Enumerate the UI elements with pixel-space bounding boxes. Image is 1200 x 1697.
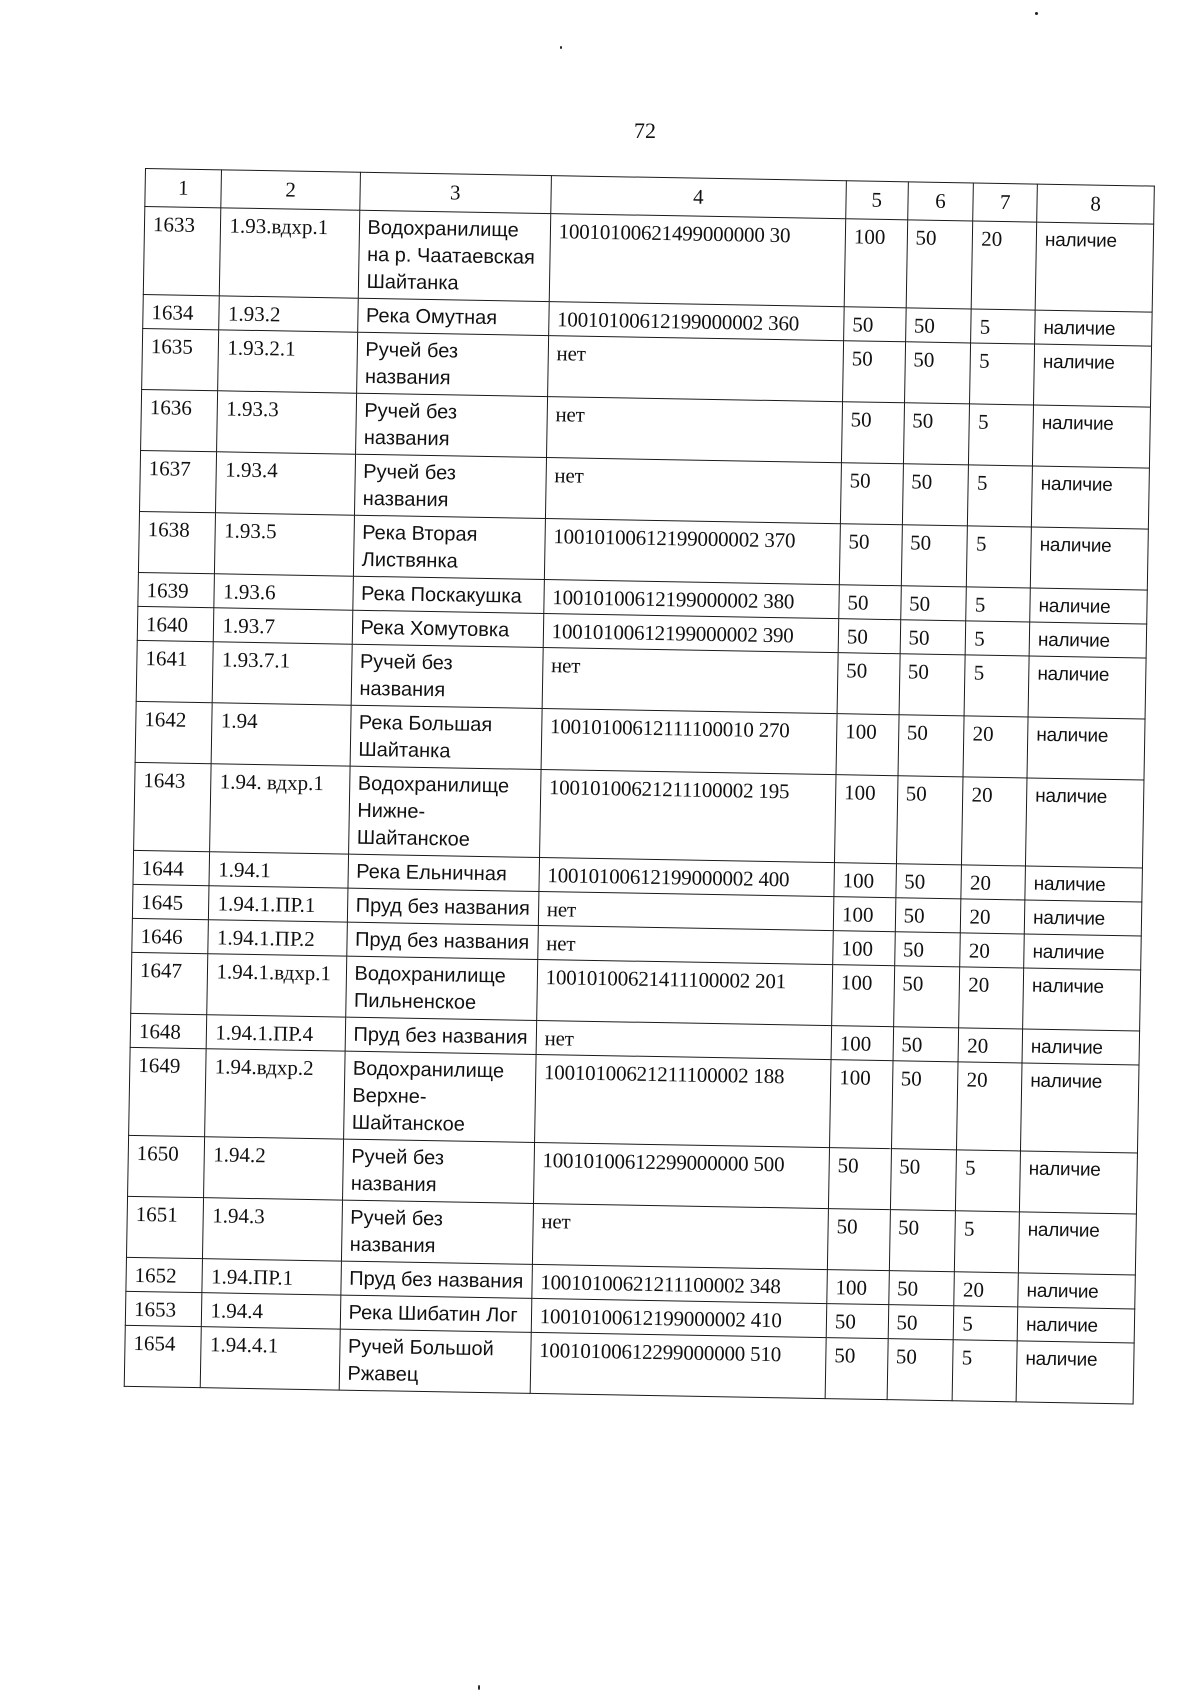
table-cell: 50 (828, 1148, 891, 1210)
table-cell: 50 (890, 1149, 957, 1211)
table-cell: 100 (833, 931, 895, 966)
table-cell: нет (538, 891, 834, 930)
table-cell: Пруд без названия (347, 888, 539, 925)
table-cell: 50 (844, 307, 906, 342)
table-cell: 50 (837, 653, 900, 715)
table-cell: 1.94.1.ПР.4 (207, 1015, 346, 1051)
table-cell: Ручей без названия (341, 1200, 533, 1264)
table-cell: 20 (963, 716, 1028, 778)
scan-speck (478, 1685, 480, 1690)
table-cell: 20 (954, 1272, 1018, 1307)
table-cell: 1644 (133, 850, 210, 885)
table-cell: 100 (827, 1270, 889, 1305)
table-cell: Река Омутная (357, 298, 549, 335)
header-cell: 6 (907, 182, 973, 221)
water-bodies-table (124, 168, 1155, 1404)
table-cell: наличие (1035, 222, 1153, 312)
table-cell: 5 (968, 465, 1033, 527)
table-cell: Пруд без названия (345, 1017, 537, 1054)
table-cell: 1.93.7.1 (213, 642, 352, 705)
table-cell: 1641 (136, 640, 214, 702)
table-cell: Ручей без названия (354, 454, 546, 518)
table-cell: 1653 (125, 1291, 202, 1326)
table-cell: 1650 (128, 1135, 206, 1197)
table-cell: 20 (962, 777, 1027, 866)
table-cell: 50 (893, 966, 960, 1028)
table-cell: 1.93.5 (215, 513, 354, 576)
table-cell: 100 (832, 965, 895, 1027)
table-cell: 10010100612111100010 270 (541, 709, 837, 775)
table-cell: 1.94 (212, 703, 351, 766)
table-cell: 50 (898, 715, 965, 777)
table-cell: Пруд без названия (340, 1261, 532, 1298)
table-cell: нет (532, 1203, 828, 1269)
table-cell: 5 (954, 1306, 1018, 1341)
table-cell: 5 (964, 655, 1029, 717)
table-cell: Река Шибатин Лог (340, 1295, 532, 1332)
table-cell: Водохранилище Нижне-Шайтанское (348, 766, 541, 857)
table-cell: Водохранилище Верхне-Шайтанское (343, 1051, 536, 1142)
table-cell: 1.94.3 (203, 1198, 342, 1261)
table-cell: наличие (1018, 1273, 1135, 1309)
header-cell: 5 (846, 181, 908, 220)
table-cell: 100 (844, 219, 907, 308)
table-cell: 100 (831, 1026, 893, 1061)
table-cell: 50 (838, 619, 900, 654)
table-cell: 5 (967, 526, 1032, 588)
table-cell: 50 (899, 654, 966, 716)
table-cell: 1647 (131, 952, 209, 1014)
table-cell: 50 (888, 1271, 954, 1306)
table-cell: 50 (888, 1305, 954, 1340)
table-cell: 1.93.3 (217, 391, 356, 454)
table-cell: 5 (955, 1211, 1020, 1273)
table-cell: 10010100621411100002 201 (536, 959, 832, 1025)
table-cell: Водохранилище на р. Чаатаевская Шайтанка (358, 210, 551, 301)
table-cell: Водохранилище Пильненское (345, 956, 537, 1020)
table-cell: 1633 (143, 207, 221, 296)
table-cell: Ручей без названия (351, 644, 543, 708)
table-cell: Ручей Большой Ржавец (339, 1329, 531, 1393)
table-cell: 1639 (138, 572, 215, 607)
page-number: 72 (634, 118, 656, 143)
table-cell: 10010100612199000002 410 (531, 1298, 827, 1337)
table-cell: 50 (840, 463, 903, 525)
table-cell: 50 (842, 341, 905, 403)
table-cell: наличие (1031, 466, 1149, 529)
table-cell: 50 (839, 524, 902, 586)
table-cell: наличие (1029, 622, 1146, 658)
table-cell: Река Вторая Листвянка (353, 515, 545, 579)
table-cell: 50 (826, 1304, 888, 1339)
table-cell: 20 (960, 933, 1024, 968)
table-cell: 5 (966, 587, 1030, 622)
table-cell: 1654 (124, 1325, 202, 1387)
table-cell: 50 (841, 402, 904, 464)
table-cell: Река Хомутовка (352, 610, 544, 647)
table-cell: 1.94.4.1 (201, 1327, 340, 1390)
table-cell: 1.93.7 (214, 608, 353, 644)
table-cell: 50 (893, 1027, 959, 1062)
table-cell: 20 (972, 221, 1037, 310)
table-cell: 50 (901, 525, 968, 587)
table-cell: наличие (1024, 900, 1141, 936)
table-cell: 1.94.2 (204, 1137, 343, 1200)
table-cell: 1.94.1.ПР.1 (209, 886, 348, 922)
table-cell: 1642 (135, 701, 213, 763)
table-cell: 1.94.4 (202, 1293, 341, 1329)
table-cell: 10010100612199000002 370 (544, 519, 840, 585)
table-cell: 1.94.1 (209, 852, 348, 888)
table-cell: нет (547, 336, 843, 402)
table-cell: 5 (970, 343, 1035, 405)
scan-speck (560, 46, 562, 49)
table-cell: 50 (827, 1209, 890, 1271)
table-cell: 10010100612199000002 360 (548, 302, 844, 341)
table-cell: 1640 (137, 606, 214, 641)
table-cell: 5 (952, 1340, 1017, 1402)
table-cell: 10010100621211100002 195 (539, 769, 836, 862)
table-cell: 5 (969, 404, 1034, 466)
table-cell: 10010100621211100002 188 (534, 1054, 831, 1147)
table-cell: 1.93.2 (219, 296, 358, 332)
table-cell: 50 (825, 1338, 888, 1400)
table-cell: 50 (900, 620, 966, 655)
table-cell: наличие (1021, 1063, 1139, 1153)
table-cell: 1652 (126, 1257, 203, 1292)
table-cell: нет (537, 925, 833, 964)
table-cell: 100 (834, 863, 896, 898)
table-cell: нет (536, 1020, 832, 1059)
table-cell: нет (545, 458, 841, 524)
table-cell: наличие (1035, 310, 1152, 346)
header-cell: 7 (973, 183, 1037, 222)
table-cell: 1.93.2.1 (218, 330, 357, 393)
table-cell: 1635 (142, 328, 220, 390)
table-cell: 1.93.вдхр.1 (220, 208, 360, 298)
table-cell: наличие (1030, 588, 1147, 624)
table-cell: наличие (1017, 1307, 1134, 1343)
table-cell: 10010100612199000002 400 (539, 857, 835, 896)
table-cell: наличие (1030, 527, 1148, 590)
table-cell: 1649 (129, 1047, 207, 1136)
table-cell: 1.93.4 (216, 452, 355, 515)
scan-speck (1035, 12, 1038, 15)
header-cell: 4 (550, 176, 846, 219)
table-cell: 50 (905, 308, 971, 343)
table-cell: 20 (959, 967, 1024, 1029)
table-cell: 100 (829, 1060, 892, 1149)
table-cell: 1.94.вдхр.2 (205, 1049, 345, 1139)
table-cell: наличие (1024, 934, 1141, 970)
table-cell: 1636 (141, 389, 219, 451)
table-cell: 1637 (140, 450, 218, 512)
table-cell: 20 (961, 865, 1025, 900)
table-cell: 50 (887, 1339, 954, 1401)
table-cell: 1.94. вдхр.1 (210, 764, 350, 854)
table-cell: наличие (1022, 1029, 1139, 1065)
table-cell: наличие (1026, 778, 1144, 868)
table-cell: 100 (833, 897, 895, 932)
table-cell: Пруд без названия (346, 922, 538, 959)
table-cell: 20 (958, 1028, 1022, 1063)
table-cell: 10010100612299000000 510 (530, 1332, 826, 1398)
table-cell: 20 (957, 1062, 1022, 1151)
table-cell: Река Большая Шайтанка (350, 705, 542, 769)
table-cell: 1648 (130, 1013, 207, 1048)
table-cell: 100 (834, 775, 897, 864)
table-cell: наличие (1023, 968, 1141, 1031)
table-cell: 50 (900, 586, 966, 621)
table-cell: 1.94.1.вдхр.1 (207, 954, 346, 1017)
table-cell: 50 (906, 220, 973, 309)
table-cell: 1638 (138, 511, 216, 573)
table-cell: 5 (971, 309, 1035, 344)
table-cell: наличие (1028, 656, 1146, 719)
table-cell: наличие (1027, 717, 1145, 780)
table-cell: Река Поскакушка (352, 576, 544, 613)
table-cell: 5 (956, 1150, 1021, 1212)
table-cell: 1645 (132, 884, 209, 919)
header-cell: 2 (221, 170, 360, 210)
header-cell: 1 (145, 169, 222, 208)
table-cell: 50 (895, 864, 961, 899)
table-cell: 10010100612299000000 500 (533, 1142, 829, 1208)
table-cell: 50 (895, 898, 961, 933)
table-cell: Ручей без названия (342, 1139, 534, 1203)
table-cell: 10010100621499000000 30 (549, 214, 846, 307)
table-cell: 1.94.ПР.1 (202, 1259, 341, 1295)
table-cell: 1634 (143, 294, 220, 329)
table-cell: наличие (1034, 344, 1152, 407)
table-cell: 1651 (126, 1196, 204, 1258)
header-cell: 8 (1037, 184, 1155, 224)
table-cell: 50 (896, 776, 963, 865)
table-cell: 50 (889, 1210, 956, 1272)
table-cell: 1.94.1.ПР.2 (208, 920, 347, 956)
table-cell: 1646 (132, 918, 209, 953)
table-cell: 1643 (134, 762, 212, 851)
table-body (124, 207, 1153, 1404)
table-cell: 10010100621211100002 348 (532, 1264, 828, 1303)
table-cell: 5 (966, 621, 1030, 656)
table-cell: наличие (1025, 866, 1142, 902)
table-cell: 10010100612199000002 380 (543, 580, 839, 619)
table-cell: 50 (902, 464, 969, 526)
table-cell: наличие (1020, 1151, 1138, 1214)
table-cell: 50 (903, 403, 970, 465)
table-cell: наличие (1033, 405, 1151, 468)
table-cell: наличие (1018, 1212, 1136, 1275)
table-cell: Ручей без названия (356, 332, 548, 396)
table-cell: нет (546, 397, 842, 463)
table-cell: 50 (891, 1061, 958, 1150)
header-cell: 3 (359, 172, 551, 213)
table-cell: 100 (836, 714, 899, 776)
table-cell: 50 (839, 585, 901, 620)
table-cell: наличие (1016, 1341, 1134, 1404)
table-cell: нет (542, 648, 838, 714)
table-cell: 10010100612199000002 390 (543, 614, 839, 653)
table-cell: Ручей без названия (355, 393, 547, 457)
table-cell: 50 (904, 342, 971, 404)
table-cell: 20 (961, 899, 1025, 934)
table-cell: Река Ельничная (347, 854, 539, 891)
table-cell: 1.93.6 (214, 574, 353, 610)
table-cell: 50 (894, 932, 960, 967)
